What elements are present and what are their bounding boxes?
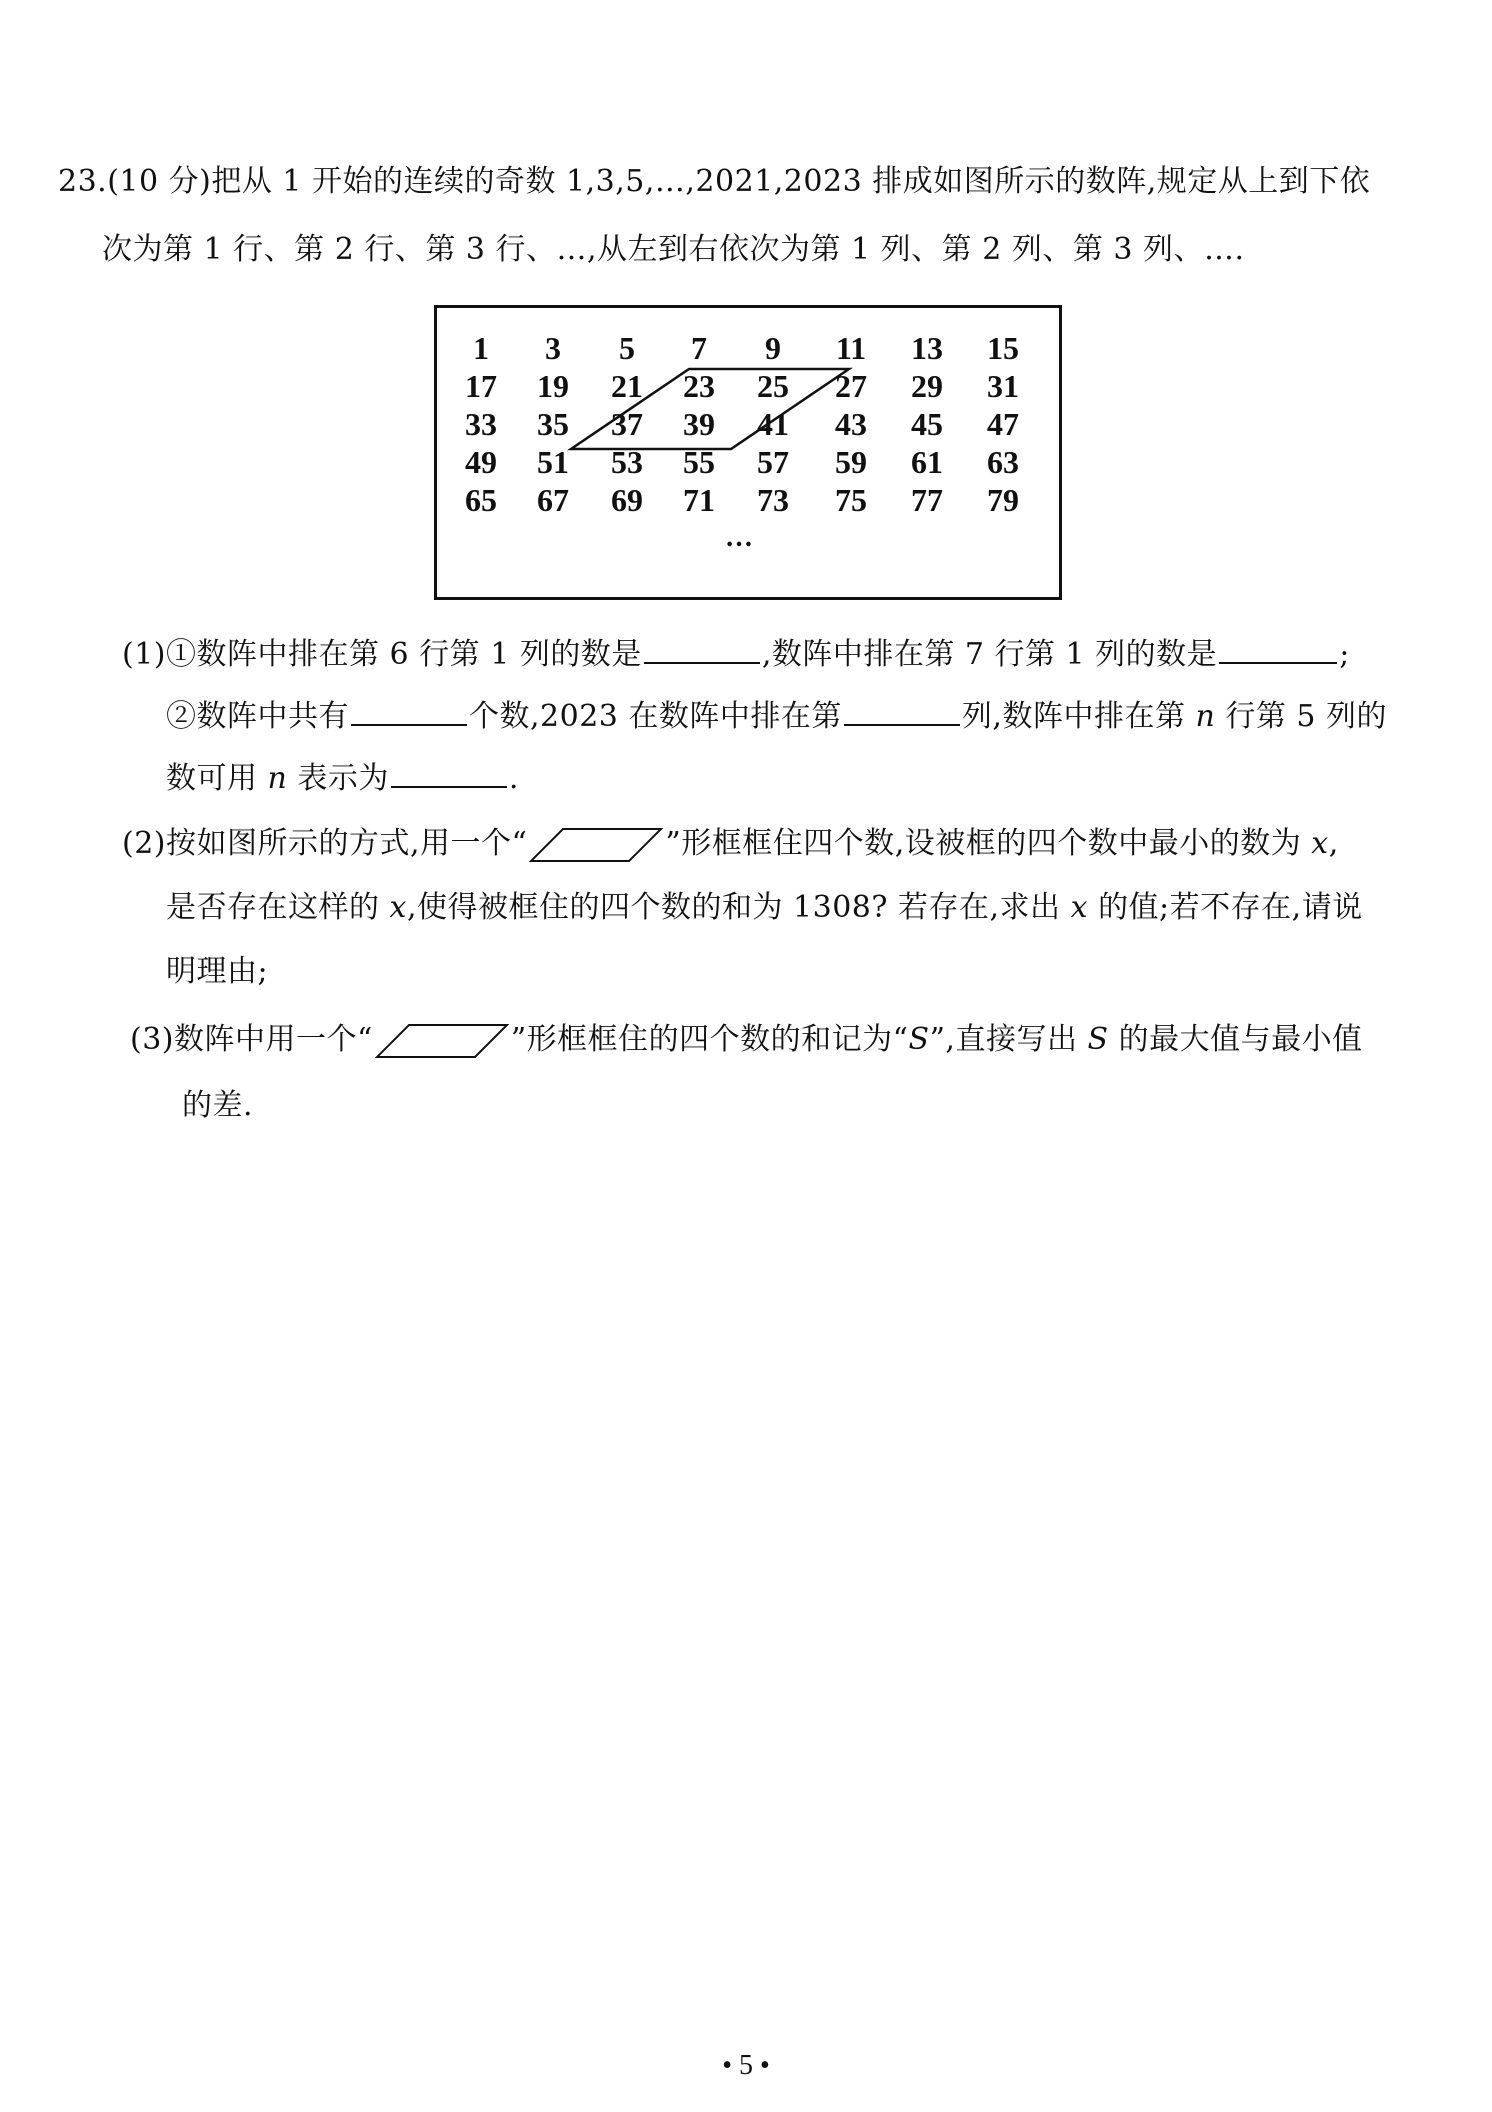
matrix-cell: 79 [987, 482, 1019, 518]
matrix-cell: 75 [835, 482, 867, 518]
q3-line-b: 的差. [182, 1088, 254, 1123]
problem-line-1: 23.(10 分)把从 1 开始的连续的奇数 1,3,5,…,2021,2023 排成如图所示的数阵,规定从上到下依 [58, 164, 1371, 199]
matrix-cell: 59 [835, 444, 867, 480]
q3-line-a [130, 1020, 1363, 1060]
q1-text-b1: ②数阵中共有 [166, 699, 349, 734]
matrix-cell: 65 [465, 482, 497, 518]
matrix-cell: 15 [987, 330, 1019, 366]
q1-line-b [166, 694, 1387, 737]
q2-line-b [166, 888, 1363, 928]
matrix-cell: 61 [911, 444, 943, 480]
q2-text-b3: 的值;若不存在,请说 [1098, 890, 1363, 925]
matrix-cell: 9 [765, 330, 781, 366]
q2-line-a [122, 824, 1339, 864]
matrix-cell: 35 [537, 406, 569, 442]
q3-text-a1: (3)数阵中用一个“ [130, 1022, 373, 1057]
q1-text-a2: ,数阵中排在第 7 行第 1 列的数是 [761, 637, 1218, 672]
q1-text-b3: 列,数阵中排在第 [961, 699, 1186, 734]
q1-var-n: n [1195, 699, 1216, 734]
q2-var-x-2: x [389, 890, 407, 925]
matrix-cell: 25 [757, 368, 789, 404]
matrix-cell: 45 [911, 406, 943, 442]
matrix-cell: 3 [545, 330, 561, 366]
q1-line-c [166, 756, 519, 799]
matrix-cell: 27 [835, 368, 867, 404]
q1-blank-3[interactable] [351, 694, 467, 726]
q1-text-b4: 行第 5 列的 [1225, 699, 1388, 734]
matrix-cell: 39 [683, 406, 715, 442]
page-number: • 5 • [722, 2050, 770, 2081]
matrix-cell: 17 [465, 368, 497, 404]
matrix-cell: 71 [683, 482, 715, 518]
q3-text-a3: ”,直接写出 [929, 1022, 1078, 1057]
matrix-cell: 63 [987, 444, 1019, 480]
matrix-cell: 19 [537, 368, 569, 404]
q1-blank-4[interactable] [844, 694, 960, 726]
q3-var-s-2: S [1087, 1022, 1109, 1057]
parallelogram-frame [437, 308, 1065, 603]
q2-text-a2: ”形框框住四个数,设被框的四个数中最小的数为 [665, 826, 1302, 861]
q2-text-a3: , [1328, 826, 1339, 861]
matrix-cell: 47 [987, 406, 1019, 442]
matrix-cell: 37 [611, 406, 643, 442]
q2-var-x-3: x [1070, 890, 1089, 925]
q1-blank-5[interactable] [391, 756, 507, 788]
q1-text-a1: (1)①数阵中排在第 6 行第 1 列的数是 [122, 637, 642, 672]
matrix-cell: 41 [757, 406, 789, 442]
matrix-cell: 53 [611, 444, 643, 480]
parallelogram-shape-icon [529, 827, 663, 863]
problem-line-2: 次为第 1 行、第 2 行、第 3 行、…,从左到右依次为第 1 列、第 2 列、第 3 列、…. [102, 232, 1245, 267]
number-matrix [434, 305, 1062, 600]
matrix-cell: 11 [835, 330, 867, 366]
matrix-cell: 51 [537, 444, 569, 480]
matrix-cell: 67 [537, 482, 569, 518]
q1-blank-1[interactable] [644, 632, 760, 664]
q2-text-a1: (2)按如图所示的方式,用一个“ [122, 826, 528, 861]
matrix-cell: 1 [473, 330, 489, 366]
q2-line-c: 明理由; [166, 954, 269, 989]
matrix-cell: 33 [465, 406, 497, 442]
matrix-cell: 29 [911, 368, 943, 404]
q2-text-b1: 是否存在这样的 [166, 890, 380, 925]
q1-text-c1: 数可用 [166, 761, 258, 796]
matrix-cell: 5 [619, 330, 635, 366]
matrix-cell: 13 [911, 330, 943, 366]
q1-var-n-2: n [267, 761, 288, 796]
matrix-cell: 57 [757, 444, 789, 480]
matrix-cell: 69 [611, 482, 643, 518]
matrix-ellipsis: … [725, 522, 753, 553]
q1-blank-2[interactable] [1219, 632, 1337, 664]
q1-line-a [122, 632, 1350, 675]
matrix-cell: 49 [465, 444, 497, 480]
q1-text-a3: ; [1339, 637, 1350, 672]
matrix-cell: 77 [911, 482, 943, 518]
q1-text-b2: 个数,2023 在数阵中排在第 [469, 699, 842, 734]
q1-text-c3: . [508, 761, 519, 796]
matrix-cell: 23 [683, 368, 715, 404]
q2-text-b2: ,使得被框住的四个数的和为 1308? 若存在,求出 [406, 890, 1061, 925]
parallelogram-shape-icon-2 [375, 1023, 509, 1059]
q2-var-x: x [1311, 826, 1329, 861]
q1-text-c2: 表示为 [297, 761, 389, 796]
q3-text-a4: 的最大值与最小值 [1118, 1022, 1363, 1057]
matrix-cell: 31 [987, 368, 1019, 404]
matrix-cell: 21 [611, 368, 643, 404]
q3-var-s: S [908, 1022, 930, 1057]
q3-text-a2: ”形框框住的四个数的和记为“ [510, 1022, 909, 1057]
matrix-cell: 73 [757, 482, 789, 518]
matrix-cell: 55 [683, 444, 715, 480]
matrix-cell: 7 [691, 330, 707, 366]
matrix-cell: 43 [835, 406, 867, 442]
